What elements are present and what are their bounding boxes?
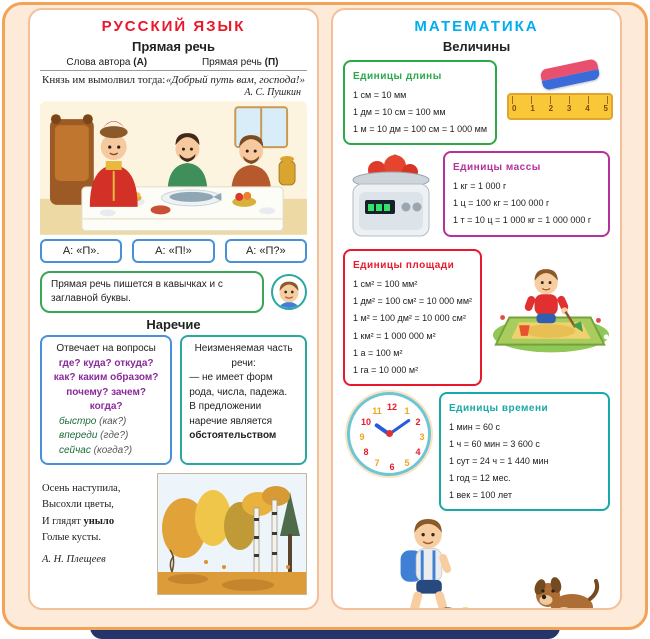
example-sentence bbox=[40, 74, 307, 86]
autumn-landscape-illustration bbox=[157, 473, 307, 595]
values-heading: Величины bbox=[442, 39, 511, 54]
poem-line: Высохли цветы, bbox=[42, 499, 114, 511]
speech-labels-row bbox=[40, 57, 307, 68]
math-panel bbox=[331, 8, 622, 610]
math-title: МАТЕМАТИКА bbox=[414, 18, 539, 35]
ruler-illustration bbox=[507, 93, 613, 120]
length-row bbox=[343, 60, 610, 145]
time-units-box: Единицы времени 1 мин = 60 с 1 ч = 60 мин = 3 600 с 1 сут = 24 ч = 1 440 мин 1 год = 12 мес. 1 век = 100 лет bbox=[439, 392, 610, 511]
poem-block bbox=[40, 473, 151, 568]
clock-number: 6 bbox=[389, 461, 395, 472]
length-units-box: Единицы длины 1 см = 10 мм 1 дм = 10 см = 100 мм 1 м = 10 дм = 100 см = 1 000 мм bbox=[343, 60, 497, 145]
clock-number: 5 bbox=[404, 457, 410, 468]
clock-number: 11 bbox=[372, 405, 382, 416]
time-row bbox=[343, 392, 610, 511]
poem-line: Голые кусты. bbox=[42, 531, 101, 543]
speech-schemes-row bbox=[40, 239, 307, 263]
clock-number: 3 bbox=[419, 431, 425, 442]
length-illustrations bbox=[505, 60, 613, 120]
clock-illustration bbox=[347, 392, 431, 476]
puppy-illustration bbox=[530, 569, 602, 610]
poem-line: Осень наступила, bbox=[42, 483, 121, 494]
mass-row bbox=[343, 151, 610, 243]
clock-number: 4 bbox=[415, 446, 421, 457]
scheme-box-question: А: «П?» bbox=[225, 239, 307, 263]
clock-number: 12 bbox=[386, 401, 398, 412]
divider bbox=[40, 70, 307, 71]
clock-number: 9 bbox=[359, 431, 365, 442]
clock-center-dot bbox=[386, 430, 393, 437]
mass-units-box: Единицы массы 1 кг = 1 000 г 1 ц = 100 кг = 100 000 г 1 т = 10 ц = 1 000 кг = 1 000 000 г bbox=[443, 151, 610, 236]
adverb-example: сейчас (когда?) bbox=[59, 444, 133, 456]
russian-title: РУССКИЙ ЯЗЫК bbox=[101, 18, 246, 35]
scheme-box-statement: А: «П». bbox=[40, 239, 122, 263]
boy-face-icon bbox=[271, 274, 307, 310]
adverb-questions-intro: Отвечает на вопросы bbox=[56, 343, 156, 354]
ruler-number: 5 bbox=[603, 104, 608, 113]
poem-line: И глядят уныло bbox=[42, 515, 115, 527]
adverb-heading: Наречие bbox=[146, 317, 201, 332]
author-words-label: Слова автора (А) bbox=[66, 57, 148, 68]
adverb-example: быстро (как?) bbox=[59, 415, 127, 427]
ruler-number: 2 bbox=[548, 104, 554, 113]
ruler-number: 1 bbox=[530, 104, 535, 113]
example-speech-part: «Добрый путь вам, господа!» bbox=[165, 74, 305, 86]
adverb-definition-box: Неизменяемая часть речи: — не имеет форм рода, числа, падежа. В предложении наречие является обстоятельством bbox=[180, 335, 307, 465]
feast-scene-svg bbox=[40, 101, 307, 235]
ruler-number: 0 bbox=[512, 104, 517, 113]
clock-number: 7 bbox=[374, 457, 380, 468]
clock-number: 8 bbox=[363, 446, 369, 457]
example-author-part: Князь им вымолвил тогда: bbox=[42, 74, 166, 86]
adverb-definition-intro: Неизменяемая часть речи: bbox=[194, 343, 293, 369]
russian-panel bbox=[28, 8, 319, 610]
poster-panels bbox=[28, 8, 622, 610]
clock-number: 2 bbox=[415, 416, 421, 427]
ruler-number: 3 bbox=[566, 104, 572, 113]
direct-speech-heading: Прямая речь bbox=[132, 39, 215, 54]
kitchen-scale-illustration bbox=[343, 151, 435, 243]
sandbox-illustration bbox=[490, 249, 612, 355]
direct-speech-rule-row bbox=[40, 271, 307, 313]
direct-speech-label: Прямая речь (П) bbox=[201, 57, 279, 68]
walking-boy-illustration bbox=[377, 513, 487, 610]
clock-number: 10 bbox=[360, 416, 372, 427]
adverb-boxes-row bbox=[40, 335, 307, 465]
clock-number: 1 bbox=[404, 405, 410, 416]
bottom-illustrations-row bbox=[343, 511, 610, 610]
scheme-box-exclamation: А: «П!» bbox=[132, 239, 214, 263]
poem-row bbox=[40, 473, 307, 595]
adverb-example: впереди (где?) bbox=[59, 430, 129, 441]
adverb-questions-box: Отвечает на вопросы где? куда? откуда? как? каким образом? почему? зачем? когда? быстро (как?) впереди (где?) сейчас (когда?) bbox=[40, 335, 172, 465]
ruler-number: 4 bbox=[585, 104, 590, 113]
area-row bbox=[343, 249, 610, 386]
area-units-box: Единицы площади 1 см² = 100 мм² 1 дм² = 100 см² = 10 000 мм² 1 м² = 100 дм² = 10 000 см² 1 км² = 1 000 000 м² 1 а = 100 м² 1 га = 10 000 м² bbox=[343, 249, 482, 386]
feast-scene-illustration bbox=[40, 101, 307, 235]
direct-speech-rule-box: Прямая речь пишется в кавычках и с заглавной буквы. bbox=[40, 271, 264, 313]
eraser-illustration bbox=[539, 58, 600, 91]
pleshcheev-attribution: А. Н. Плещеев bbox=[42, 554, 106, 566]
pushkin-attribution: А. С. Пушкин bbox=[244, 87, 301, 98]
